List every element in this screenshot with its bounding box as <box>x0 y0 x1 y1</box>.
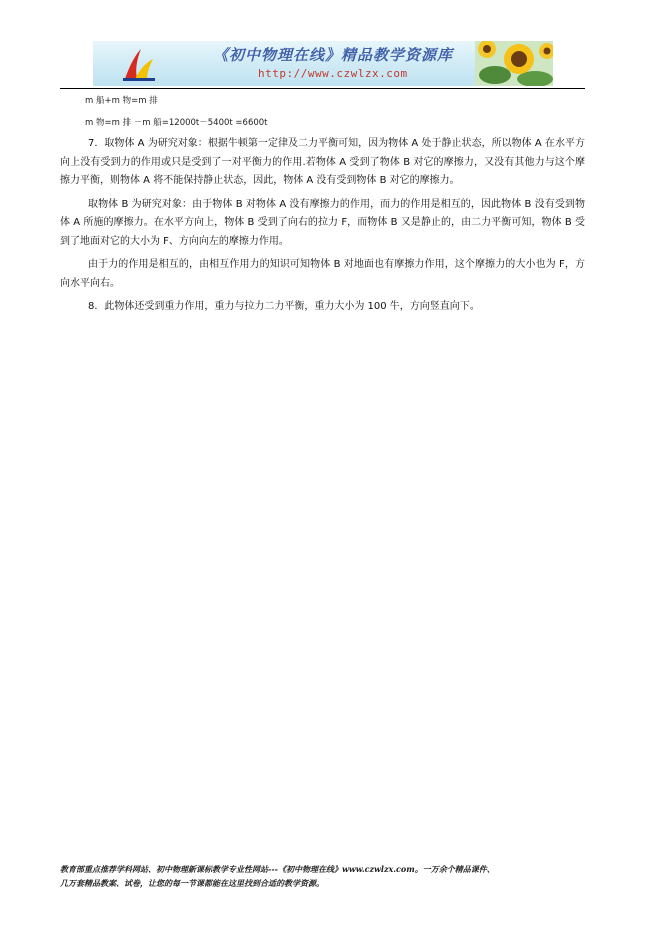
banner-title: 《初中物理在线》精品教学资源库 <box>213 46 454 64</box>
footer-line: 教育部重点推荐学科网站、初中物理新课标教学专业性网站---《初中物理在线》www.czwlzx.com。一万余个精品课件、 <box>60 864 495 874</box>
answer-paragraph: 由于力的作用是相互的，由相互作用力的知识可知物体 B 对地面也有摩擦力作用，这个摩擦力的大小也为 F，方向水平向右。 <box>60 259 585 289</box>
site-logo-icon <box>121 45 157 83</box>
sunflower-icon <box>475 41 553 86</box>
answer-paragraph: 取物体 B 为研究对象：由于物体 B 对物体 A 没有摩擦力的作用，而力的作用是相互的，因此物体 B 没有受到物体 A 所施的摩擦力。在水平方向上，物体 B 受到了向右的拉力 F，而物体 B 又是静止的，由二力平衡可知，物体 B 受到了地面对它的大小为 F、方向向左的摩擦力作用。 <box>60 198 585 247</box>
answer-paragraph: 7．取物体 A 为研究对象：根据牛顿第一定律及二力平衡可知，因为物体 A 处于静止状态，所以物体 A 在水平方向上没有受到力的作用或只是受到了一对平衡力的作用.若物体 A 受到了物体 B 对它的摩擦力，又没有其他力与这个摩擦力平衡，则物体 A 将不能保持静止状态，因此，物体 A 没有受到物体 B 对它的摩擦力。 <box>60 138 585 186</box>
document-body <box>60 94 585 317</box>
page-footer <box>60 862 600 890</box>
formula-line: m 船+m 物=m 排 <box>85 96 158 106</box>
header-banner <box>93 41 553 86</box>
formula-line: m 物=m 排 －m 船=12000t－5400t =6600t <box>85 118 268 128</box>
footer-line: 几万套精品教案、试卷，让您的每一节课都能在这里找到合适的教学资源。 <box>60 878 324 888</box>
header-divider <box>60 88 585 89</box>
banner-url: http://www.czwlzx.com <box>258 67 408 80</box>
answer-paragraph: 8．此物体还受到重力作用，重力与拉力二力平衡，重力大小为 100 牛，方向竖直向下。 <box>88 301 480 312</box>
